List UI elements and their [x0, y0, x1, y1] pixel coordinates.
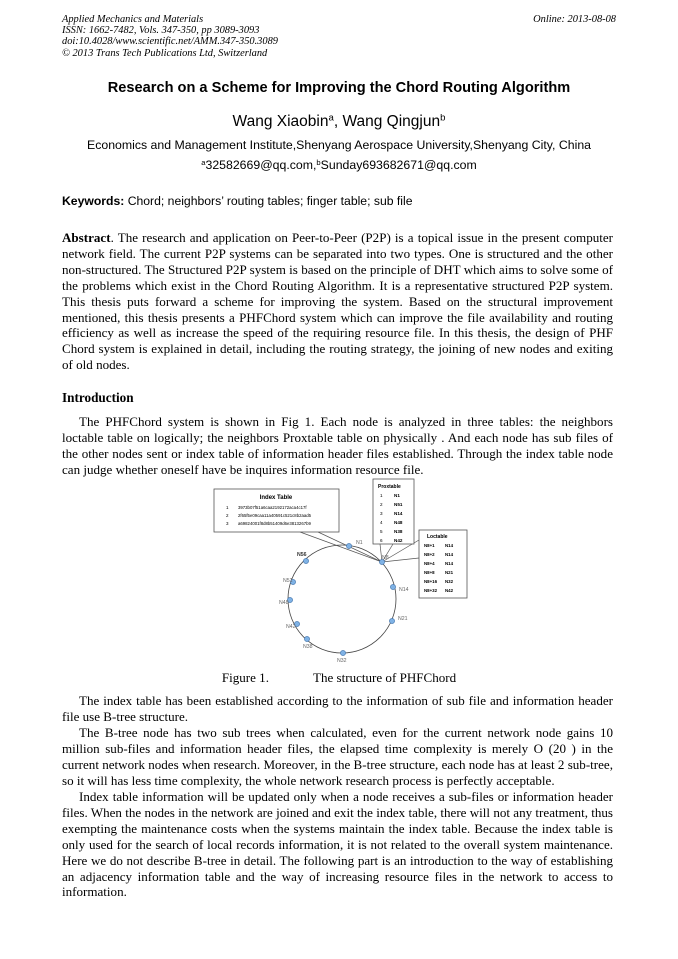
node-n38	[304, 636, 309, 641]
svg-text:N42: N42	[286, 624, 296, 630]
email-superscript: a	[201, 157, 206, 167]
svg-text:5: 5	[380, 529, 383, 534]
svg-text:3: 3	[380, 511, 383, 516]
body-paragraph: The B-tree node has two sub trees when calculated, even for the current network node gains 10 million sub-files and information header files, the elapsed time complexity is merely O (20 ) in the current network nodes when research. Moreover, in the B-tree structure, each node has at least 2 sub-tree, so it will has less time complexity, the whole network research process is perfectly acceptable.	[62, 725, 613, 788]
node-n1	[346, 543, 351, 548]
caption-label: Figure 1.	[221, 670, 269, 685]
svg-text:3: 3	[226, 521, 229, 526]
svg-text:N8+16: N8+16	[424, 579, 438, 584]
keywords-text: Chord; neighbors’ routing tables; finger table; sub file	[124, 194, 413, 208]
svg-text:3973b07f51a6caa2192172aca4c17f: 3973b07f51a6caa2192172aca4c17f	[238, 505, 307, 510]
author-superscript: a	[328, 112, 334, 124]
svg-text:N38: N38	[394, 529, 403, 534]
body-paragraph: The index table has been established according to the information of sub file and information header file use B-tree structure.	[62, 693, 613, 724]
svg-text:N32: N32	[445, 579, 454, 584]
svg-text:N14: N14	[445, 552, 454, 557]
affiliation: Economics and Management Institute,Shenyang Aerospace University,Shenyang City, China	[87, 138, 591, 152]
node-n32	[340, 650, 345, 655]
svg-text:1: 1	[226, 505, 229, 510]
svg-text:Proxtable: Proxtable	[378, 484, 401, 490]
svg-text:N38: N38	[303, 644, 313, 650]
email-address[interactable]: 32582669@qq.com,	[205, 158, 317, 172]
svg-text:N1: N1	[394, 493, 400, 498]
svg-text:N56: N56	[297, 552, 307, 558]
node-n14	[390, 584, 395, 589]
svg-text:N8+2: N8+2	[424, 552, 435, 557]
author-name: Wang Xiaobin	[232, 113, 329, 130]
svg-text:N21: N21	[398, 616, 408, 622]
email-superscript: b	[316, 157, 321, 167]
svg-text:N14: N14	[399, 587, 409, 593]
svg-text:N51: N51	[394, 502, 403, 507]
svg-text:N8+1: N8+1	[424, 543, 435, 548]
svg-text:Loctable: Loctable	[427, 534, 448, 540]
loctable-box	[419, 530, 467, 598]
svg-text:N8+32: N8+32	[424, 588, 438, 593]
svg-text:N48: N48	[279, 600, 289, 606]
svg-text:1: 1	[380, 493, 383, 498]
svg-text:N42: N42	[445, 588, 454, 593]
svg-text:4: 4	[380, 520, 383, 525]
proxtable-box	[373, 479, 414, 544]
node-n56	[303, 558, 308, 563]
svg-text:6: 6	[380, 538, 383, 543]
svg-text:N42: N42	[394, 538, 403, 543]
author-name: Wang Qingjun	[342, 113, 441, 130]
author-separator: ,	[333, 113, 343, 130]
index-table-box	[214, 489, 339, 532]
copyright-line: © 2013 Trans Tech Publications Ltd, Switzerland	[62, 47, 268, 59]
node-n21	[389, 618, 394, 623]
svg-text:N14: N14	[445, 561, 454, 566]
online-date: Online: 2013-08-08	[533, 14, 616, 25]
section-heading-introduction: Introduction	[62, 390, 134, 405]
ring-node-labels	[279, 540, 409, 664]
figure-caption	[0, 670, 678, 686]
caption-text: The structure of PHFChord	[312, 670, 457, 685]
svg-text:2: 2	[226, 513, 229, 518]
body-paragraph: Index table information will be updated only when a node receives a sub-files or information header files. When the nodes in the network are joined and exit the index table, there will not any treatment, thus exempting the maintenance costs when the systems maintain the index table. Because the index table is only used for the search of local records information, it is not related to the overall system maintenance. Here we do not describe B-tree in detail. The following part is an introduction to the way of establishing an adjacency information table and the way of increasing resource files in the network to access to information.	[62, 789, 613, 900]
abstract-text: . The research and application on Peer-to-Peer (P2P) is a topical issue in the present computer network field. The current P2P systems can be separated into two types. One is structured and the other non-structured. The Structured P2P system is based on the principle of DHT which aims to solve some of the problems which exist in the Chord Routing Algorithm. It is a representative structured P2P system. This thesis puts forward a scheme for improving the system. Based on the structural improvement mentioned, this thesis presents a PHFChord system which can improve the file availability and routing efficiency as well as increase the speed of the requiring resource file. In this thesis, the design of PHF Chord system is explained in detail, including the routing strategy, the joining of new nodes and exiting of old nodes.	[62, 230, 613, 373]
intro-paragraph: The PHFChord system is shown in Fig 1. Each node is analyzed in three tables: the neighbors loctable table on logically; the neighbors Proxtable table on physically . And each node has sub files of the other nodes sent or index table of information header files established. Through the index table node can judge whether oneself have be inquires information resource file.	[62, 414, 613, 477]
issn-line: ISSN: 1662-7482, Vols. 347-350, pp 3089-3093	[62, 25, 260, 37]
svg-text:2: 2	[380, 502, 383, 507]
svg-text:N14: N14	[394, 511, 403, 516]
svg-text:N1: N1	[356, 540, 363, 546]
email-address[interactable]: Sunday693682671@qq.com	[320, 158, 477, 172]
journal-name: Applied Mechanics and Materials	[62, 14, 204, 25]
svg-text:N21: N21	[445, 570, 454, 575]
index-table-title: Index Table	[259, 495, 293, 501]
svg-text:N48: N48	[394, 520, 403, 525]
svg-text:N51: N51	[283, 578, 293, 584]
paper-title: Research on a Scheme for Improving the Chord Routing Algorithm	[107, 80, 571, 96]
svg-text:N8+8: N8+8	[424, 570, 435, 575]
svg-text:N32: N32	[337, 658, 347, 664]
doi-line: doi:10.4028/www.scientific.net/AMM.347-350.3089	[62, 36, 278, 48]
svg-text:a69824001f8d8b51409d6e3813267b: a69824001f8d8b51409d6e3813267b9	[238, 521, 311, 526]
svg-text:N14: N14	[445, 543, 454, 548]
svg-text:N8+4: N8+4	[424, 561, 435, 566]
abstract-label: Abstract	[62, 230, 111, 245]
svg-text:N8: N8	[382, 555, 389, 561]
author-superscript: b	[440, 112, 446, 124]
keywords-label: Keywords:	[62, 194, 125, 208]
svg-text:2f65f5e09caa11a40591c521c8b2aa: 2f65f5e09caa11a40591c521c8b2aad5	[238, 513, 312, 518]
